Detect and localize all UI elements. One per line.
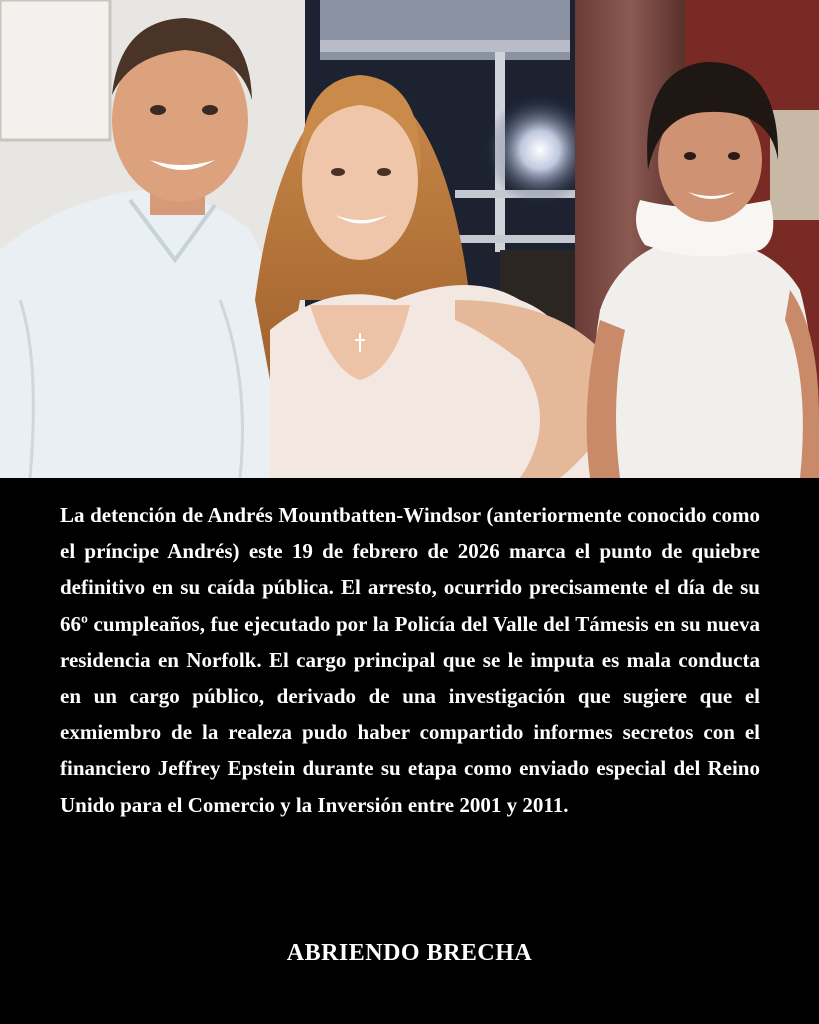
picture-frame [0, 0, 110, 140]
group-photo [0, 0, 819, 478]
photo-illustration [0, 0, 819, 478]
window-bar [455, 235, 575, 243]
brand-label: ABRIENDO BRECHA [286, 940, 533, 966]
window-sill [320, 40, 570, 52]
article-paragraph: La detención de Andrés Mountbatten-Windsor (anteriormente conocido como el príncipe Andrés) este 19 de febrero de 2026 marca el punto de quiebre definitivo en su caída pública. El arresto, ocurrido precisamente el día de su 66º cumpleaños, fue ejecutado por la Policía del Valle del Támesis en su nueva residencia en Norfolk. El cargo principal que se le imputa es mala conducta en un cargo público, derivado de una investigación que sugiere que el exmiembro de la realeza pudo haber compartido informes secretos con el financiero Jeffrey Epstein durante su etapa como enviado especial del Reino Unido para el Comercio y la Inversión entre 2001 y 2011. [60, 503, 760, 817]
side-frame [770, 110, 819, 220]
